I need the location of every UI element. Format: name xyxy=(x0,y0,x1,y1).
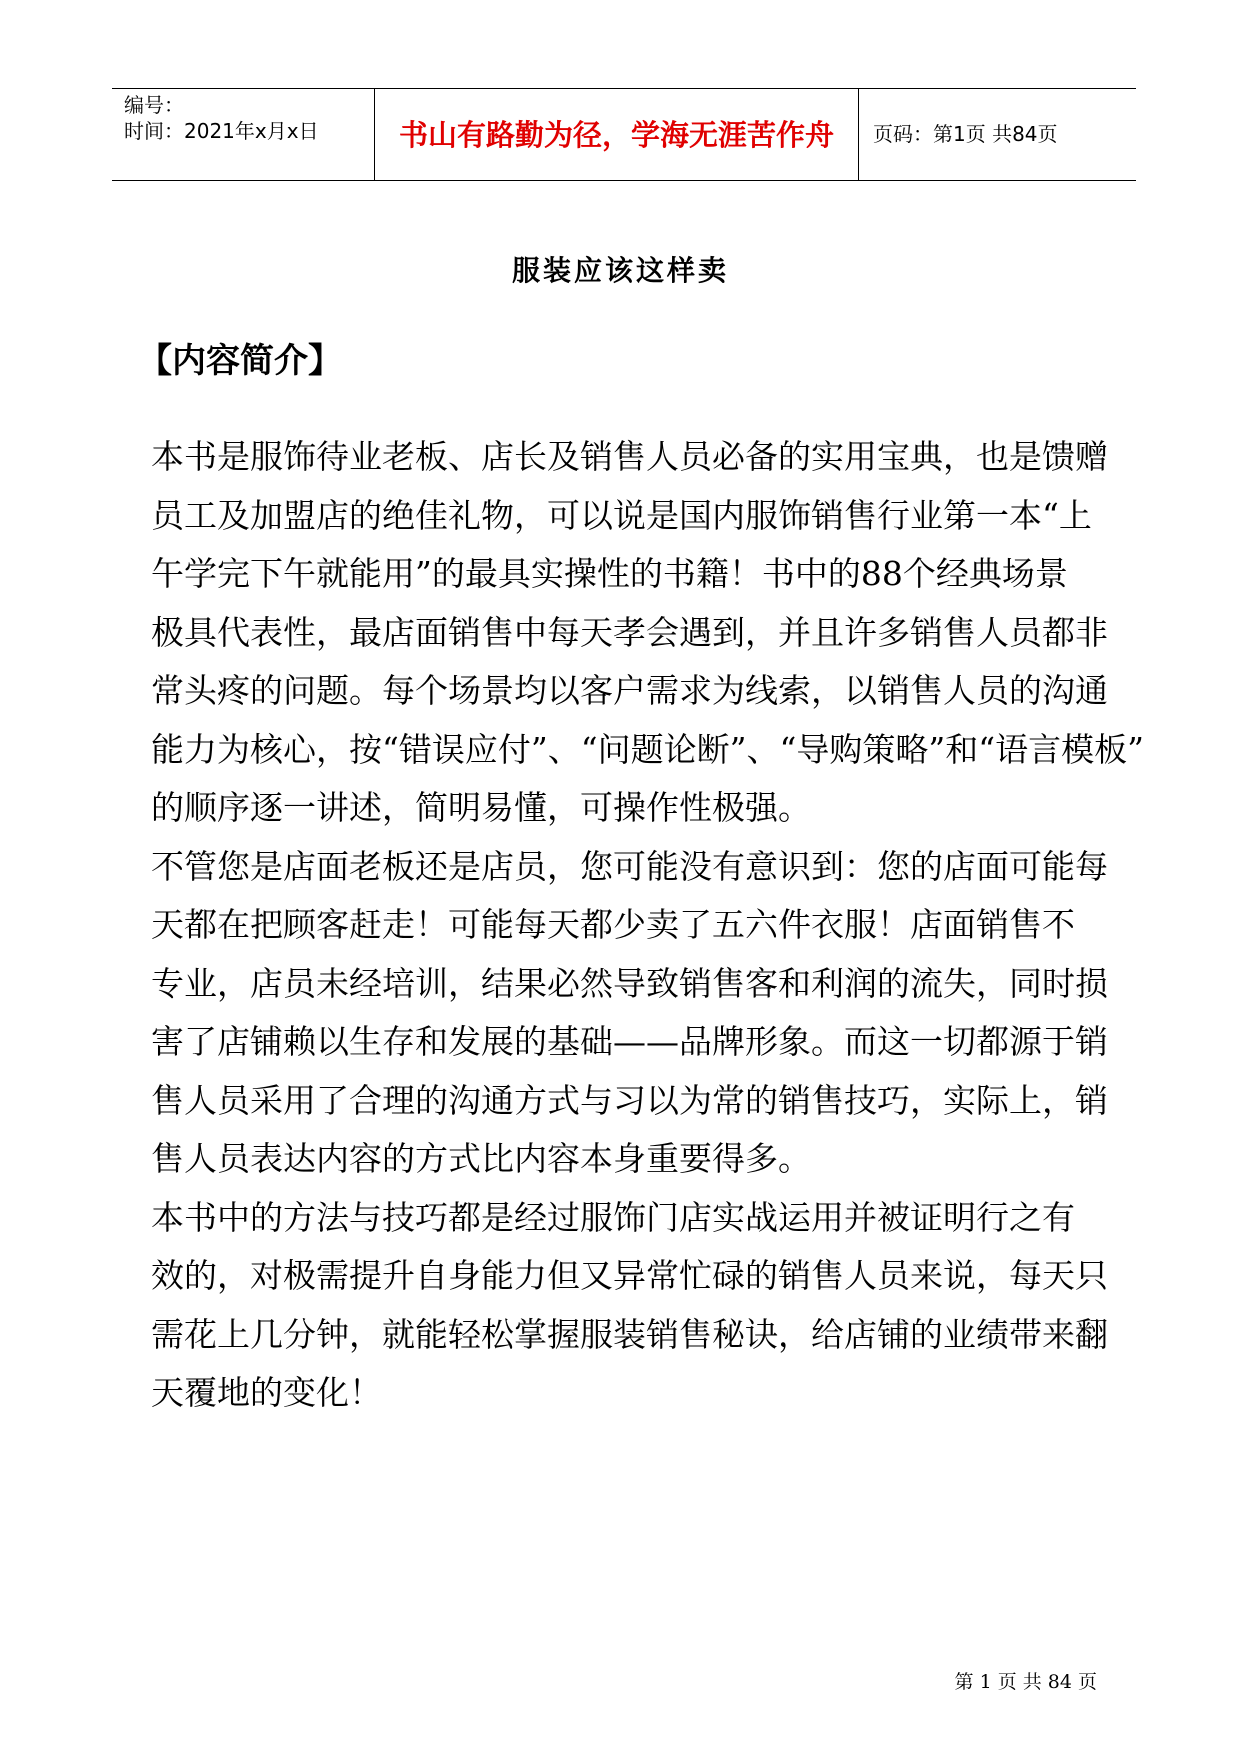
paragraph-line: 午学完下午就能用”的最具实操性的书籍！书中的88个经典场景 xyxy=(151,554,1068,593)
paragraph-line: 本书是服饰待业老板、店长及销售人员必备的实用宝典，也是馈赠 xyxy=(151,437,1108,476)
paragraph-line: 能力为核心，按“错误应付”、“问题论断”、“导购策略”和“语言模板” xyxy=(151,729,1144,769)
header-motto-cell xyxy=(375,89,859,180)
paragraph-line: 极具代表性，最店面销售中每天孝会遇到，并且许多销售人员都非 xyxy=(151,612,1108,652)
paragraph-line: 售人员采用了合理的沟通方式与习以为常的销售技巧，实际上，销 xyxy=(151,1080,1108,1120)
header-page-info: 页码：第1页 共84页 xyxy=(873,122,1058,146)
header-meta-cell xyxy=(112,89,375,180)
document-time-label: 时间：2021年x月x日 xyxy=(124,119,319,143)
paragraph-line: 售人员表达内容的方式比内容本身重要得多。 xyxy=(151,1139,811,1178)
document-number-label: 编号： xyxy=(124,93,184,117)
paragraph-line: 不管您是店面老板还是店员，您可能没有意识到：您的店面可能每 xyxy=(151,846,1108,886)
document-title: 服装应该这样卖 xyxy=(511,254,729,287)
paragraph-line: 的顺序逐一讲述，简明易懂，可操作性极强。 xyxy=(151,788,811,827)
paragraph-1 xyxy=(151,428,1144,838)
section-heading: 【内容简介】 xyxy=(138,341,342,381)
header-page-cell xyxy=(859,89,1136,180)
paragraph-line: 天都在把顾客赶走！可能每天都少卖了五六件衣服！店面销售不 xyxy=(151,905,1075,944)
document-body xyxy=(151,428,1144,1423)
paragraph-line: 员工及加盟店的绝佳礼物，可以说是国内服饰销售行业第一本“上 xyxy=(151,495,1092,535)
paragraph-line: 需花上几分钟，就能轻松掌握服装销售秘诀，给店铺的业绩带来翻 xyxy=(151,1314,1108,1354)
header-motto: 书山有路勤为径，学海无涯苦作舟 xyxy=(398,118,834,152)
paragraph-line: 害了店铺赖以生存和发展的基础——品牌形象。而这一切都源于销 xyxy=(151,1022,1108,1061)
page-footer: 第 1 页 共 84 页 xyxy=(954,1671,1097,1693)
paragraph-2 xyxy=(151,838,1108,1189)
paragraph-line: 常头疼的问题。每个场景均以客户需求为线索，以销售人员的沟通 xyxy=(151,671,1108,710)
paragraph-line: 效的，对极需提升自身能力但又异常忙碌的销售人员来说，每天只 xyxy=(151,1256,1108,1295)
paragraph-line: 本书中的方法与技巧都是经过服饰门店实战运用并被证明行之有 xyxy=(151,1197,1075,1237)
paragraph-line: 专业，店员未经培训，结果必然导致销售客和利润的流失，同时损 xyxy=(151,963,1108,1003)
paragraph-line: 天覆地的变化！ xyxy=(151,1373,382,1412)
paragraph-3 xyxy=(151,1189,1108,1423)
page-header xyxy=(112,88,1136,181)
